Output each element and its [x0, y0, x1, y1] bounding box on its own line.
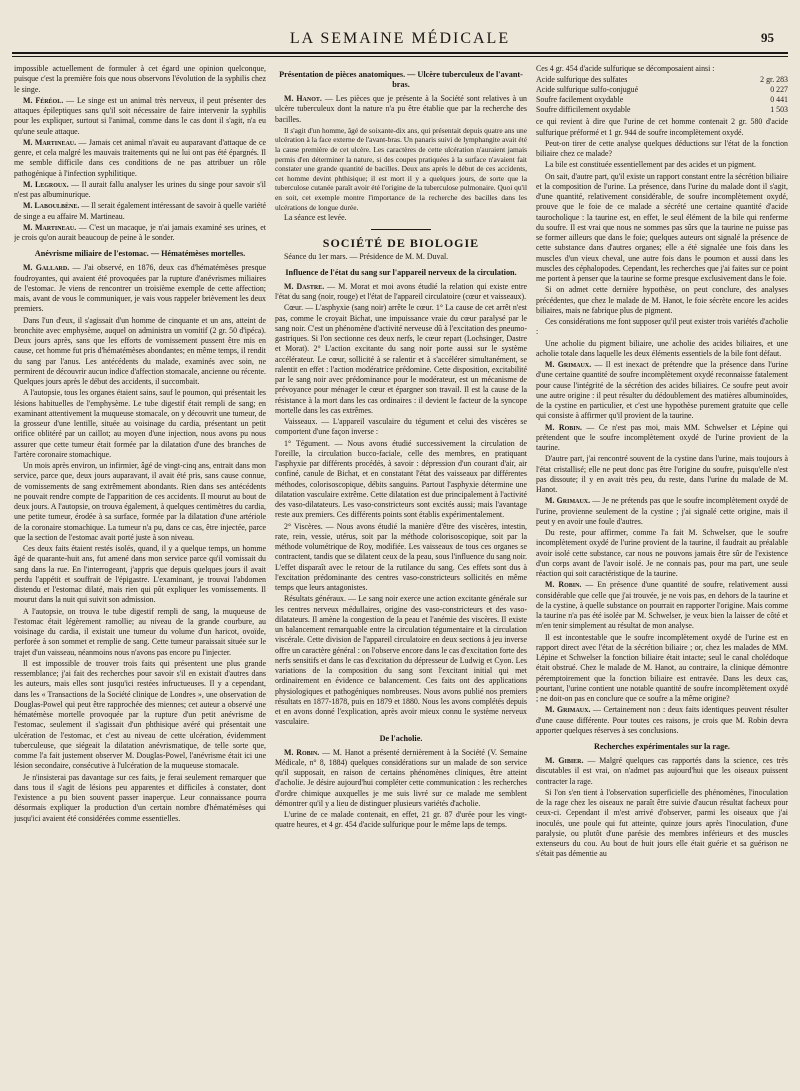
paragraph	[14, 263, 266, 314]
paragraph: Si on admet cette dernière hypothèse, on peut conclure, des analyses précédentes, que chez le malade de M. Hanot, le foie sécrète encore les acides biliaires, mais ne fabrique plus de pigment.	[536, 285, 788, 315]
paragraph	[275, 748, 527, 810]
column-1	[14, 64, 266, 1084]
table-row	[536, 105, 788, 115]
paragraph	[14, 201, 266, 222]
table-row	[536, 95, 788, 105]
speaker: M. Dastre.	[284, 281, 325, 291]
speaker: M. Hanot.	[284, 94, 322, 103]
speaker: M. Robin.	[284, 747, 320, 757]
paragraph: 2° Viscères. — Nous avons étudié la manière d'être des viscères, intestin, rate, rein, vessie, utérus, soit par la méthode colorisoscopique, soit par la méthode volumétrique de Roy, modifiée. Les vaisseaux de tous ces organes se contractent, tandis que se dilatent ceux de la peau, sous l'influence du sang noir. L'effet disparaît avec le retour de la rutilance du sang. Ces effets sont dus à l'excitation prédominante des centres vaso-constricteurs sollicités en même temps que leurs antagonistes.	[275, 521, 527, 593]
paragraph	[14, 96, 266, 137]
paragraph	[536, 756, 788, 787]
paragraph-text: — Il est inexact de prétendre que la présence dans l'urine d'une certaine quantité de soufre incomplètement oxydé reconnaisse fatalement pour cause l'intégrité de la sécrétion des acides biliaires. Ce soufre peut avoir une autre origine : il peut résulter du dédoublement des matières albuminoïdes, de la cystine en particulier, et c'est une hypothèse purement gratuite que celle qui consiste à affirmer qu'il provient de la taurine.	[536, 360, 788, 421]
table-cell-label: Soufre difficilement oxydable	[536, 105, 631, 115]
paragraph	[536, 360, 788, 422]
paragraph: Un mois après environ, un infirmier, âgé de vingt-cinq ans, entrait dans mon service, parce que, deux jours auparavant, il avait été pris, sans cause connue, de vomissements de sang extrêmement abondants. Rien dans ses antécédents ne pouvait rendre compte de l'apparition de ces accidents. Il mourut au bout de deux jours. A l'autopsie, on trouva également, à quelques centimètres du cardia, une petite tumeur, érodée à sa surface, formée par la dilatation d'une artériole de la coronaire stomachique. La tumeur n'a pu, dans ce cas, être injectée, parce que la section de l'estomac avait porté juste à son niveau.	[14, 461, 266, 542]
paragraph	[536, 423, 788, 454]
paragraph: La bile est constituée essentiellement par des acides et un pigment.	[545, 160, 757, 170]
paragraph: Il s'agit d'un homme, âgé de soixante-dix ans, qui présentait depuis quatre ans une ulcération à la face externe de l'avant-bras. Un panaris suivi de lymphangite avait été la cause première de cet ulcère. Les caractères de cette ulcération n'auraient jamais permis d'en déterminer la nature, si des coupes pratiquées à la surface n'avaient fait constater une grande quantité de bacilles. Deux ans après le début de ces accidents, cet homme devint phthisique; il est mort il y a quelques jours, de sorte que la tuberculose cutanée paraît avoir été l'origine de la tuberculose pulmonaire. Quoi qu'il en soit, cet exemple montre l'importance de la recherche des bacilles dans les ulcérations de longue durée.	[275, 125, 527, 212]
paragraph: On sait, d'autre part, qu'il existe un rapport constant entre la sécrétion biliaire et la composition de l'urine. La présence, dans l'urine du malade dont il s'agit, d'une quantité, relativement considérable, de soufre incomplètement oxydé, prouve que le foie de ce malade a sécrété une certaine quantité d'acide taurocholique : la taurine est, en effet, le seul élément de la bile qui renferme du soufre. Il est vrai que nous ne sommes pas sûrs que la taurine ne puisse pas se former ailleurs que dans le foie; quelques auteurs ont signalé la présence de cette substance dans d'autres organes; elle a été signalée une fois dans les muscles d'un vieux cheval, une autre fois dans le poumon et aussi dans les muscles des céphalopodes. Cependant, les recherches que j'ai faites sur ce point me portent à penser que la taurine se forme presque exclusivement dans le foie.	[536, 171, 788, 283]
paragraph: L'urine de ce malade contenait, en effet, 21 gr. 87 d'urée pour les vingt-quatre heures, et 4 gr. 454 d'acide sulfurique pour le même laps de temps.	[275, 810, 527, 830]
speaker: M. Robin.	[545, 580, 582, 590]
section-heading: Présentation de pièces anatomiques. — Ulcère tuberculeux de l'avant-bras.	[279, 70, 523, 89]
paragraph-text: — Jamais cet animal n'avait eu auparavant d'attaque de ce genre, et cela malgré les mauvais traitements qui ne lui ont pas été épargnés. Il me semble difficile dans ces conditions de ne pas attribuer un rôle pathogénique à l'infection syphilitique.	[14, 137, 266, 178]
paragraph-text: — M. Morat et moi avons étudié la relation qui existe entre l'état du sang (noir, rouge) et l'état de l'appareil circulatoire (cœur et vaisseaux).	[275, 281, 527, 302]
column-3	[536, 64, 788, 1084]
paragraph: Cœur. — L'asphyxie (sang noir) arrête le cœur. 1° La cause de cet arrêt n'est pas, comme le croyait Bichat, une impuissance vraie du cœur paralysé par le sang noir. C'est un phénomène d'activité nerveuse dû à l'excitation des pneumo-gastriques. Si l'on sectionne ces deux nerfs, le cœur repart (Lochsinger, Dastre et Morat). 2° L'action excitante du sang noir porte aussi sur le système accélérateur. Le cœur, sollicité à se ralentir et à s'accélérer simultanément, se ralentit en effet : l'action modératrice prédomine. Cette disposition, excitabilité par le sang noir avec prédominance pour le modérateur, est un mécanisme de prévoyance pour ménager le cœur et épargner son travail. Il est la cause de la résistance à la mort dans les cas ordinaires : il devient le facteur de la syncope mortelle dans les cas extrêmes.	[275, 303, 527, 415]
paragraph: Dans l'un d'eux, il s'agissait d'un homme de cinquante et un ans, atteint de bronchite avec emphysème, auquel on administra un vomitif (2 gr. 50 d'ipéca). Deux jours après, sans que les efforts de vomissement pussent être mis en cause, cet homme fut pris d'hématémèses abondantes; en même temps, il rendit du sang par l'anus. Les antécédents du malade, examinés avec soin, ne permirent de découvrir aucun indice d'affection stomacale, ancienne ou récente. Quelques jours après le début des accidents, il succombait.	[14, 315, 266, 386]
paragraph: Peut-on tirer de cette analyse quelques déductions sur l'état de la fonction biliaire chez ce malade?	[536, 138, 788, 158]
paragraph: Résultats généraux. — Le sang noir exerce une action excitante générale sur les centres nerveux médullaires, origine des vaso-constricteurs et des vaso-dilatateurs. Il amène la congestion de la peau et l'anémie des viscères. Il existe un balancement remarquable entre la circulation tégumentaire et la circulation viscérale. Cette division de l'appareil circulatoire en deux sections à jeu inverse offre un caractère général : on l'observe encore dans le cas d'excitation forte des nerfs sensitifs et dans le cas d'excitation du dépresseur de Ludwig et Cyon. Les variations de la composition du sang sont l'excitant initial qui met ordinairement en évidence ce balancement. Ces faits ont des applications physiologiques et pathogéniques nombreuses. Nous avons publié nos premiers résultats en 1877-1878, puis en 1879 et 1880. Nous les avons complétés depuis et en avons donné l'explication, après avoir mieux connu le système nerveux vasculaire.	[275, 594, 527, 727]
speaker: M. Laboulbène.	[23, 201, 80, 211]
table-cell-value: 0 441	[770, 95, 788, 105]
paragraph-text: — Je ne prétends pas que le soufre incomplètement oxydé de l'urine, provienne seulement de la cystine ; j'ai signalé cette origine, mais il peut y en avoir une foule d'autres.	[536, 496, 788, 526]
paragraph: Du reste, pour affirmer, comme l'a fait M. Schwelser, que le soufre incomplètement oxydé de l'urine provient de la taurine, il faudrait au préalable avoir isolé cette substance, car nous ne pouvons jamais être sûr de l'existence d'un corps avant de l'avoir isolé. Je ne connais pas, pour ma part, une seule réaction qui soit caractéristique de la taurine.	[536, 528, 788, 578]
paragraph: Ces 4 gr. 454 d'acide sulfurique se décomposaient ainsi :	[536, 64, 715, 73]
paragraph-text: — Ce n'est pas moi, mais MM. Schwelser et Lépine qui prétendent que le soufre incomplètement oxydé de l'urine provient de la taurine.	[536, 422, 788, 452]
table-cell-label: Acide sulfurique des sulfates	[536, 75, 628, 85]
paragraph: Ces deux faits étaient restés isolés, quand, il y a quelque temps, un homme âgé de quarante-huit ans, fut amené dans mon service parce qu'il vomissait du sang dans la rue. En l'interrogeant, j'appris que depuis quelques jours il avait perdu l'appétit et souffrait de l'épigastre. L'examinant, je trouvai l'abdomen distendu et l'estomac dilaté, mais rien qui pût expliquer les vomissements. Il mourut dans la nuit qui suivit son admission.	[14, 544, 266, 605]
sulfur-table	[536, 75, 788, 115]
paragraph	[275, 282, 527, 303]
paragraph	[536, 705, 788, 736]
table-cell-value: 0 227	[770, 85, 788, 95]
paragraph: 1° Tégument. — Nous avons étudié successivement la circulation de l'oreille, la circulation bucco-faciale, celle des membres, en pratiquant l'asphyxie par différents procédés, à savoir : dépression d'un courant d'air, air confiné, canule de Bichat, et en constatant l'état des vaisseaux par différentes méthodes, colorisoscopique, débits sanguins. Partout l'asphyxie détermine une dilatation vasculaire extrême. Cette dilatation est due principalement à l'activité des vaso-dilatateurs. Les vaso-constricteurs sont excités aussi; mais l'avantage reste aux premiers. Ces différents points sont établis expérimentalement.	[275, 438, 527, 520]
column-2	[275, 64, 527, 1084]
header-rule-thin	[12, 56, 788, 57]
page-header	[12, 4, 788, 62]
table-row	[536, 85, 788, 95]
speaker: M. Robin.	[545, 422, 582, 432]
section-heading: Influence de l'état du sang sur l'appareil nerveux de la circulation.	[285, 267, 517, 277]
paragraph: A l'autopsie, on trouva le tube digestif rempli de sang, la muqueuse de l'estomac était légèrement ramollie; au niveau de la grande courbure, au voisinage du cardia, il existait une tumeur du volume d'un haricot, ovoïde, perforée à son sommet et remplie de sang. Cette tumeur paraissait située sur le trajet d'un vaisseau, néanmoins nous n'avons pas encore pu l'injecter.	[14, 606, 266, 657]
speaker: M. Gibier.	[545, 756, 584, 765]
speaker: M. Legroux.	[23, 179, 69, 189]
paragraph-text: — Le singe est un animal très nerveux, il peut présenter des attaques épileptiques sans qu'il soit nécessaire de faire intervenir la syphilis pour les expliquer, surtout si l'animal, comme dans le cas dont il s'agit, n'a eu qu'une seule attaque.	[14, 95, 266, 136]
paragraph	[536, 496, 788, 527]
paragraph	[275, 94, 527, 125]
table-cell-value: 1 503	[770, 105, 788, 115]
section-heading: Anévrisme miliaire de l'estomac. — Hématémèses mortelles.	[34, 249, 246, 259]
table-cell-value: 2 gr. 283	[760, 75, 788, 85]
paragraph-text: — En présence d'une quantité de soufre, relativement aussi considérable que celle que j'ai trouvée, je ne vois pas, en dehors de la taurine et de la cystine, à quelle substance on pourrait en rapporter l'origine. Mais comme la taurine n'a pas été isolée par M. Schwelser, je veux bien la laisser de côté et m'en tenir simplement au résultat de mon analyse.	[536, 580, 788, 631]
paragraph: ce qui revient à dire que l'urine de cet homme contenait 2 gr. 580 d'acide sulfurique préformé et 1 gr. 944 de soufre incomplètement oxydé.	[536, 117, 788, 137]
table-cell-label: Soufre facilement oxydable	[536, 95, 624, 105]
speaker: M. Grimaux.	[545, 705, 591, 715]
running-title: LA SEMAINE MÉDICALE	[289, 30, 511, 47]
header-rule	[12, 52, 788, 54]
paragraph-text: — Il aurait fallu analyser les urines du singe pour savoir s'il n'est pas albuminurique.	[14, 179, 266, 199]
speaker: M. Grimaux.	[545, 360, 592, 369]
paragraph: La séance est levée.	[284, 213, 347, 223]
paragraph-text: — Il serait également intéressant de savoir à quelle variété de singe a eu affaire M. Martineau.	[14, 201, 266, 221]
paragraph: Je n'insisterai pas davantage sur ces faits, je ferai seulement remarquer que dans tous il s'agit de lésions peu apparentes et difficiles à constater, dont l'existence a pu bien souvent passer inaperçue. Leur connaissance pourra désormais expliquer la production d'un certain nombre d'hématémèses qui jusqu'ici avaient été considérées comme essentielles.	[14, 772, 266, 823]
table-row	[536, 75, 788, 85]
paragraph: impossible actuellement de formuler à cet égard une opinion quelconque, puisque c'est la première fois que nous observons l'évolution de la syphilis chez le singe.	[14, 64, 266, 94]
paragraph-text: — M. Hanot a présenté dernièrement à la Société (V. Semaine Médicale, n° 8, 1884) quelques considérations sur un malade de son service qu'il supposait, en raison de certains phénomènes cliniques, être atteint d'acholie. Je désire aujourd'hui compléter cette communication : les recherches d'ordre chimique auxquelles je me suis livré sur ce malade me semblent démontrer qu'il y a lieu de distinguer plusieurs variétés d'acholie.	[275, 747, 527, 808]
speaker: M. Martineau.	[23, 137, 77, 147]
society-title: SOCIÉTÉ DE BIOLOGIE	[322, 236, 480, 251]
paragraph-text: — Malgré quelques cas rapportés dans la science, ces très discutables il est vrai, on n'admet pas aujourd'hui que les oiseaux puissent contracter la rage.	[536, 756, 788, 786]
speaker: M. Gallard.	[23, 263, 70, 273]
paragraph-text: — J'ai observé, en 1876, deux cas d'hématémèses presque foudroyantes, qui avaient été provoquées par la rupture d'anévrismes miliaires de l'estomac. Je viens de rencontrer un troisième exemple de cette affection; mais, avant de vous le communiquer, je vais vous rappeler brièvement les deux premiers.	[14, 263, 266, 314]
paragraph-text: — C'est un macaque, je n'ai jamais examiné ses urines, et je crois qu'on aurait beaucoup de peine à le sonder.	[14, 222, 266, 242]
divider	[371, 229, 431, 230]
paragraph: Une acholie du pigment biliaire, une acholie des acides biliaires, et une acholie totale dans laquelle les deux éléments essentiels de la bile font défaut.	[536, 338, 788, 358]
paragraph: D'autre part, j'ai rencontré souvent de la cystine dans l'urine, mais toujours à l'état cristallisé; elle ne peut donc pas être l'origine du soufre, puisqu'elle n'est pas dissoute; il y en avait très peu, du reste, dans l'urine du malade de M. Hanot.	[536, 454, 788, 494]
speaker: M. Martineau.	[23, 222, 77, 232]
paragraph	[14, 138, 266, 179]
speaker: M. Grimaux.	[545, 496, 591, 506]
paragraph-text: — Les pièces que je présente à la Société sont relatives à un ulcère tuberculeux dont la nature n'a pu être établie que par la recherche des bacilles.	[275, 94, 527, 124]
table-cell-label: Acide sulfurique sulfo-conjugué	[536, 85, 639, 95]
paragraph	[536, 580, 788, 631]
paragraph-text: — Certainement non : deux faits identiques peuvent résulter d'une cause différente. Pour toutes ces raisons, je crois que M. Robin devra apporter quelques réserves à ses conclusions.	[536, 705, 788, 735]
paragraph	[14, 180, 266, 201]
paragraph: A l'autopsie, tous les organes étaient sains, sauf le poumon, qui présentait les lésions habituelles de l'emphysème. Le tube digestif était rempli de sang; en examinant attentivement la muqueuse stomacale, on y découvrit une tumeur, de la grosseur d'une lentille, située au voisinage du cardia, présentant un petit orifice oblitéré par un caillot; au moyen d'une injection, nous avons pu nous assurer que cette tumeur était formée par la dilatation d'une des branches de l'artère coronaire stomachique.	[14, 388, 266, 459]
paragraph: Vaisseaux. — L'appareil vasculaire du tégument et celui des viscères se comportent d'une façon inverse :	[275, 417, 527, 437]
paragraph: Ces considérations me font supposer qu'il peut exister trois variétés d'acholie :	[536, 317, 788, 337]
speaker: M. Féréol.	[23, 95, 64, 105]
section-heading: De l'acholie.	[379, 733, 423, 743]
paragraph: Si l'on s'en tient à l'observation superficielle des phénomènes, l'inoculation de la rage chez les oiseaux ne paraît être suivie d'aucun résultat facheux pour ceux-ci. Cependant il m'est arrivé d'observer, parmi les oiseaux que j'ai inoculés, une poule qui fut atteinte, quinze jours après l'inoculation, d'une paralysie, ou plutôt d'une parésie des membres inférieurs et des muscles extenseurs du cou. Au bout de huit jours elle était guérie et sa guérison ne s'était pas démentie au	[536, 787, 788, 859]
paragraph: Il est impossible de trouver trois faits qui présentent une plus grande ressemblance; j'ai fait des recherches pour savoir s'il en existait d'autres dans les auteurs, mais elles sont jusqu'ici restées infructueuses. Il y a cependant, dans les « Transactions de la Société clinique de Londres », une observation de Douglas-Powel qui peut être rapprochée des miennes; cet auteur a observé une hématémèse mortelle provoquée par la rupture d'un petit anévrisme de l'estomac, seulement il s'agissait d'un phthisique avéré qui présentait une ulcération de l'estomac, et c'est au niveau de cette ulcération, évidemment tuberculeuse, que siégeait la dilatation anévrismatique, de telle sorte que, comme l'a fait justement observer M. Douglas-Powel, l'anévrisme était ici une lésion secondaire, consécutive à l'ulcération de la muqueuse stomacale.	[14, 658, 266, 771]
session-line: Séance du 1er mars. — Présidence de M. M. Duval.	[284, 251, 449, 261]
paragraph	[14, 223, 266, 244]
paragraph: Il est incontestable que le soufre incomplètement oxydé de l'urine est en rapport direct avec l'état de la sécrétion biliaire ; or, chez les malades de MM. Lépine et Schwelser la fonction biliaire était intacte; seul le canal cholédoque était obstrué. Chez le malade de M. Hanot, au contraire, la clinique démontre péremptoirement que la fonction biliaire est entravée. Dans les deux cas, pourtant, l'urine contient une notable quantité de soufre incomplètement oxydé ; ne doit-on pas en conclure que ce soufre a la même origine?	[536, 632, 788, 703]
section-heading: Recherches expérimentales sur la rage.	[594, 742, 730, 751]
page-number: 95	[761, 30, 774, 45]
